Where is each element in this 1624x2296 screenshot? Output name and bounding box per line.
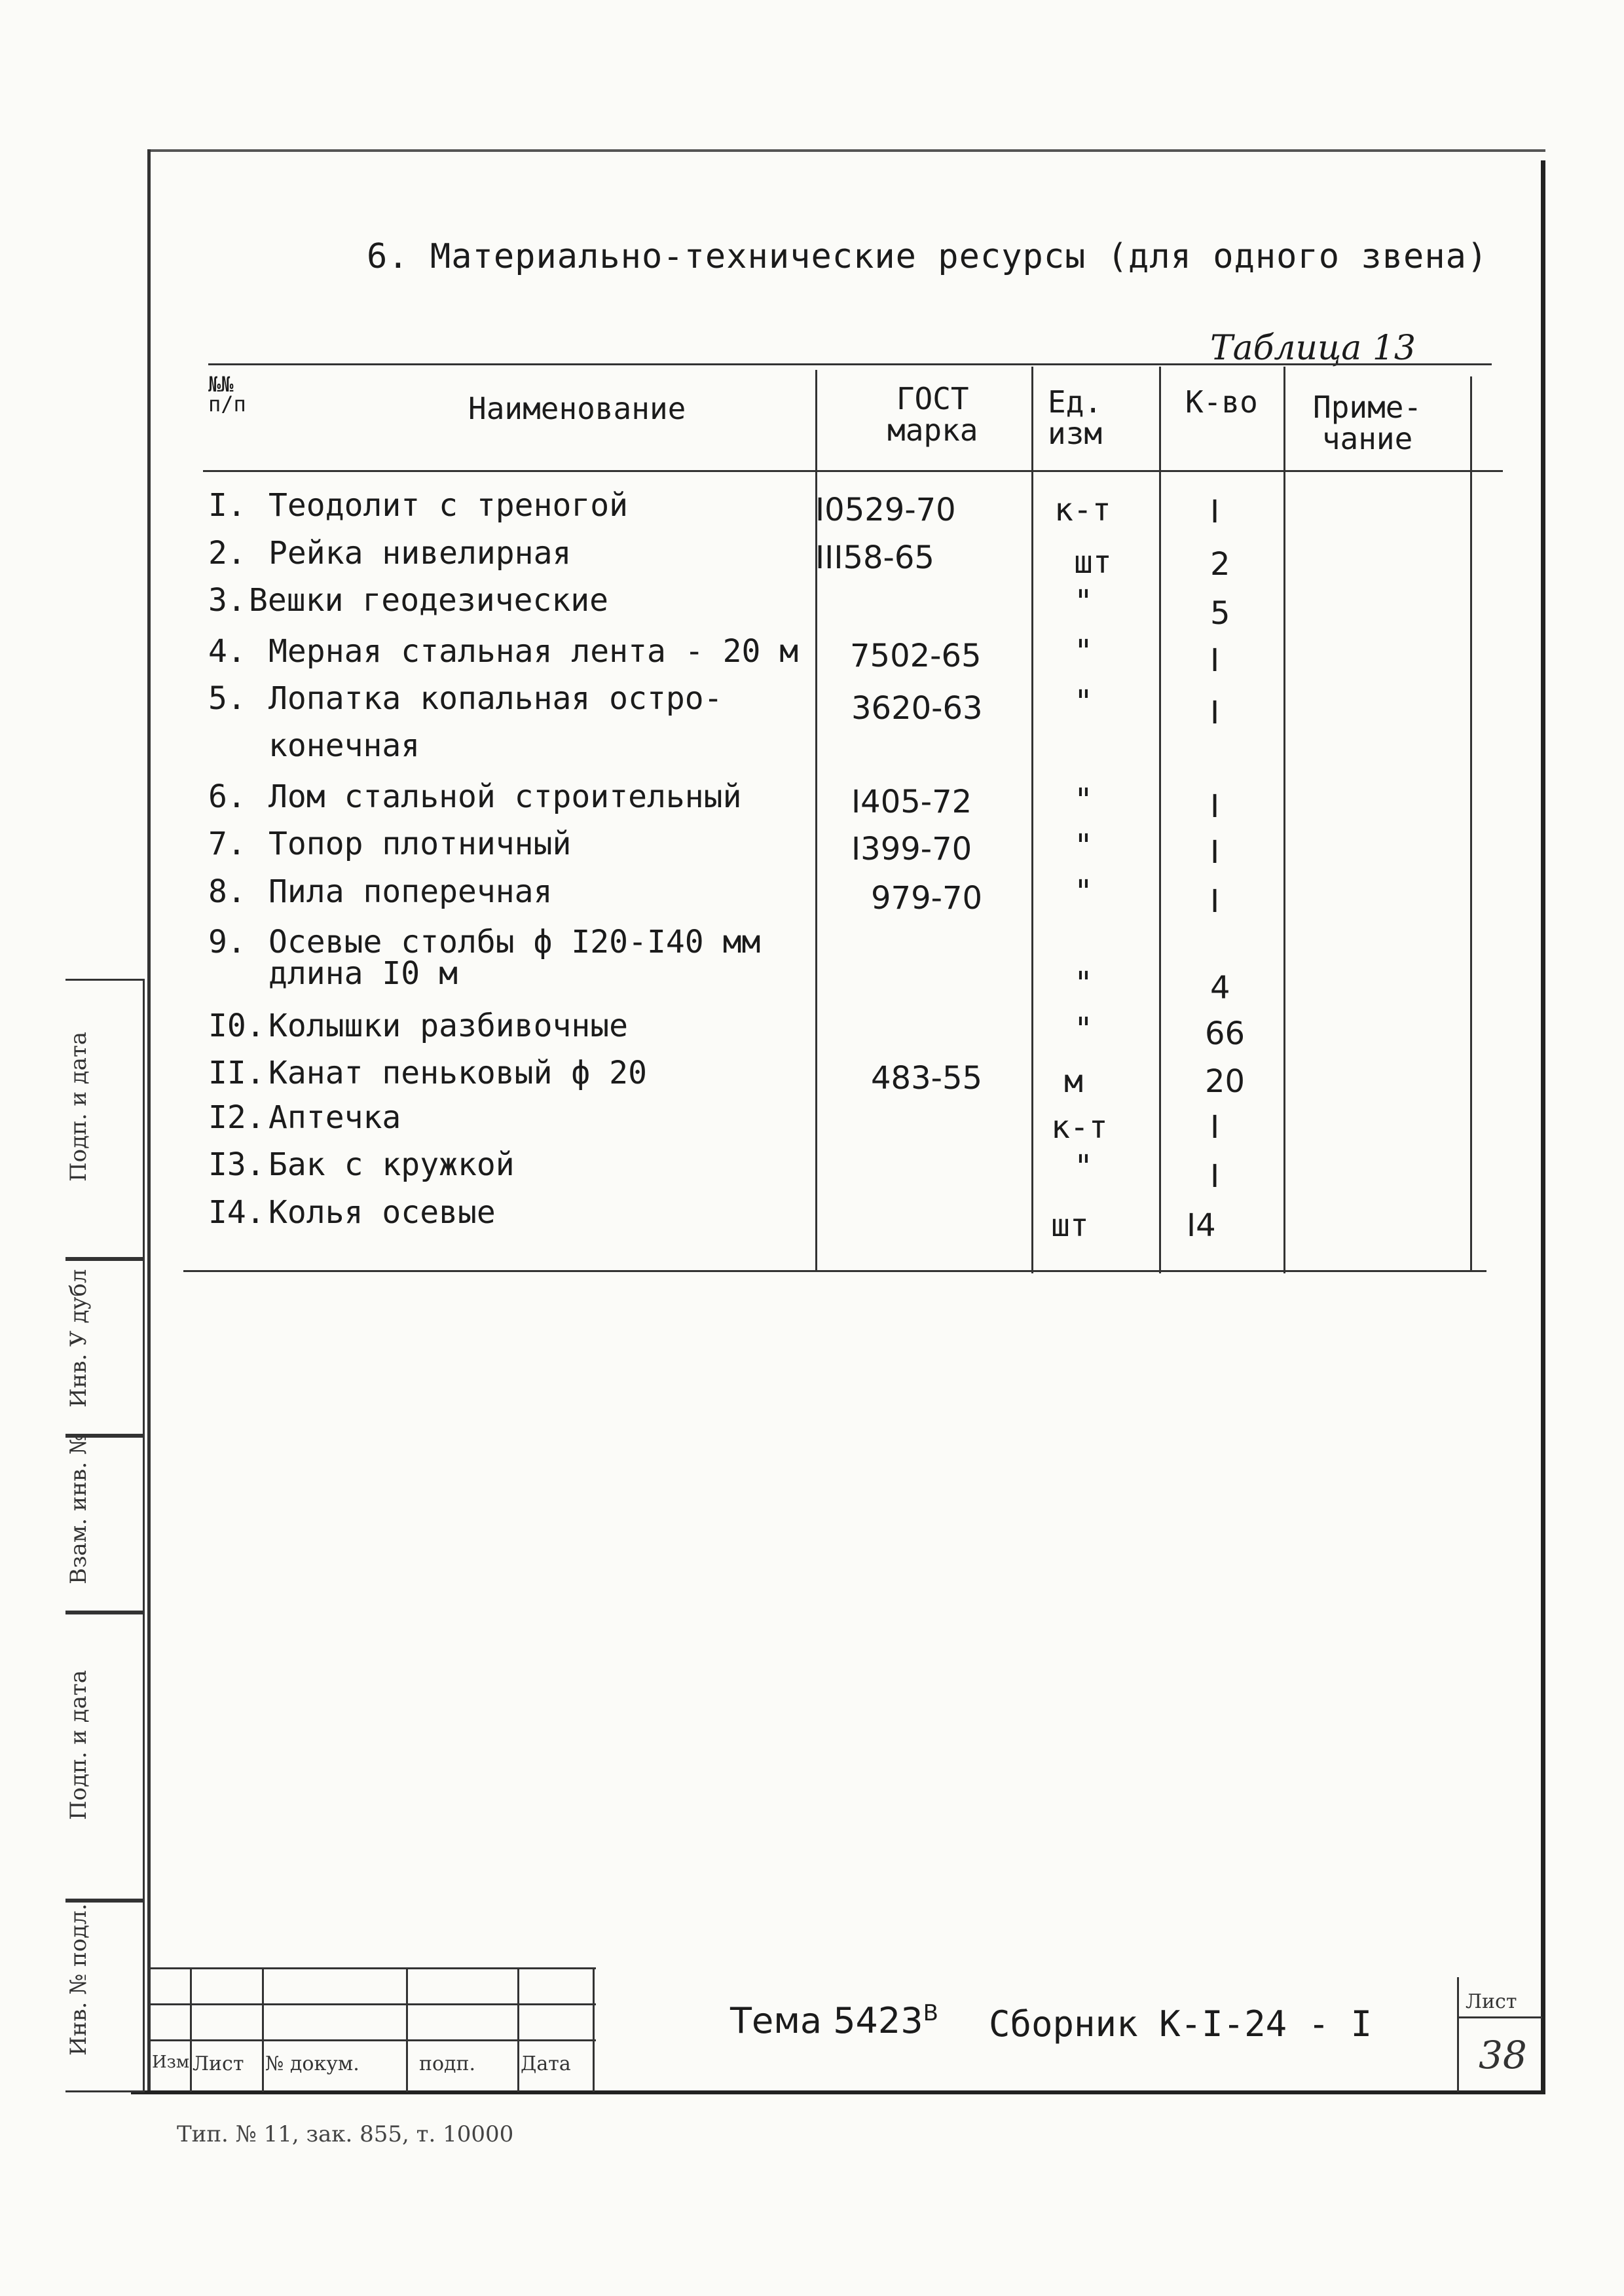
row-3-unit: " (1074, 583, 1093, 620)
title-block-tema (730, 2000, 938, 2041)
header-note: Приме- чание (1313, 390, 1422, 456)
row-1-gost: I0529-70 (815, 492, 956, 528)
row-6-qty: I (1210, 788, 1220, 825)
row-6-gost: I405-72 (851, 784, 972, 820)
row-5-gost: 3620-63 (851, 690, 983, 727)
title-block-divider-4 (517, 1967, 519, 2092)
row-14-name: Колья осевые (268, 1194, 496, 1231)
row-6-num: 6. (208, 778, 246, 815)
row-5-name-cont: конечная (268, 727, 420, 764)
title-block-col-doc: № докум. (265, 2052, 360, 2075)
row-5-num: 5. (208, 680, 246, 717)
title-block-mid-rule-2 (151, 2039, 596, 2041)
row-11-qty: 20 (1205, 1063, 1246, 1100)
table-top-rule (208, 363, 1492, 365)
row-4-name: Мерная стальная лента - 20 м (268, 633, 799, 670)
title-block-top-rule (151, 1967, 596, 1969)
row-10-num: I0. (208, 1008, 265, 1044)
row-9-num: 9. (208, 924, 246, 960)
row-4-num: 4. (208, 633, 246, 670)
title-block-sbornik: Сборник К-I-24 - I (989, 2003, 1373, 2045)
row-5-name: Лопатка копальная остро- (268, 680, 723, 717)
row-12-unit: к-т (1051, 1109, 1108, 1146)
row-13-unit: " (1074, 1148, 1093, 1185)
side-stamp-label-3: Взам. инв. № (65, 1433, 92, 1584)
frame-right-border (1541, 160, 1545, 2092)
row-2-qty: 2 (1210, 546, 1230, 583)
row-1-num: I. (208, 487, 246, 524)
col-divider-note (1283, 367, 1285, 1273)
title-block-tema-suffix: В (923, 2000, 938, 2026)
print-note: Тип. № 11, зак. 855, т. 10000 (177, 2121, 514, 2147)
row-4-unit: " (1074, 633, 1093, 670)
title-block-divider-3 (406, 1967, 408, 2092)
row-4-qty: I (1210, 642, 1220, 679)
row-1-unit: к-т (1054, 492, 1111, 528)
frame-top-border (147, 149, 1545, 152)
row-10-qty: 66 (1205, 1015, 1246, 1052)
row-1-name: Теодолит с треногой (268, 487, 629, 524)
row-7-num: 7. (208, 826, 246, 862)
side-stamp-label-2: Инв. У дубл (65, 1269, 92, 1408)
title-block-sheet-number: 38 (1479, 2033, 1527, 2077)
header-gost: ГОСТ марка (887, 381, 978, 448)
row-3-qty: 5 (1210, 595, 1230, 632)
row-12-num: I2. (208, 1099, 265, 1136)
title-block-sheet-label: Лист (1466, 1990, 1517, 2013)
row-9-qty: 4 (1210, 970, 1230, 1006)
title-block-divider-2 (262, 1967, 264, 2092)
row-1-qty: I (1210, 494, 1220, 530)
title-block-divider-5 (593, 1967, 595, 2092)
row-5-qty: I (1210, 695, 1220, 731)
row-11-gost: 483-55 (871, 1060, 983, 1097)
row-8-gost: 979-70 (871, 880, 983, 917)
row-2-num: 2. (208, 535, 246, 572)
row-8-name: Пила поперечная (268, 873, 553, 910)
row-12-name: Аптечка (268, 1099, 401, 1136)
row-9-name-cont: длина I0 м (268, 955, 458, 992)
row-8-num: 8. (208, 873, 246, 910)
row-8-qty: I (1210, 883, 1220, 920)
row-3-num: 3. (208, 582, 246, 619)
row-11-name: Канат пеньковый ф 20 (268, 1055, 647, 1091)
row-6-name: Лом стальной строительный (268, 778, 742, 815)
table-header-rule (203, 470, 1503, 472)
row-7-qty: I (1210, 834, 1220, 871)
row-5-unit: " (1074, 683, 1093, 720)
table-bottom-rule (183, 1270, 1486, 1272)
row-2-name: Рейка нивелирная (268, 535, 572, 572)
col-divider-qty (1159, 367, 1161, 1273)
row-13-num: I3. (208, 1146, 265, 1183)
row-7-gost: I399-70 (851, 831, 972, 867)
row-2-gost: III58-65 (815, 539, 934, 576)
row-12-qty: I (1210, 1109, 1220, 1146)
row-8-unit: " (1074, 873, 1093, 910)
row-14-num: I4. (208, 1194, 265, 1231)
row-10-unit: " (1074, 1011, 1093, 1048)
frame-left-border (147, 149, 151, 2090)
row-13-qty: I (1210, 1158, 1220, 1195)
header-qty: К-во (1185, 384, 1258, 420)
title-block-col-list: Лист (193, 2052, 244, 2075)
row-11-num: II. (208, 1055, 265, 1091)
header-unit: Ед. изм (1048, 384, 1103, 451)
row-9-unit: " (1074, 965, 1093, 1002)
row-7-unit: " (1074, 828, 1093, 864)
row-14-qty: I4 (1187, 1207, 1216, 1244)
side-stamp-label-1: Подп. и дата (65, 1031, 92, 1182)
side-stamp-label-5: Инв. № подл. (65, 1903, 92, 2056)
row-7-name: Топор плотничный (268, 826, 572, 862)
col-divider-right (1470, 376, 1472, 1270)
title-block-col-date: Дата (521, 2052, 571, 2075)
title-block-col-izm: Изм (152, 2052, 190, 2072)
title-block-col-sign: подп. (419, 2052, 476, 2075)
row-14-unit: шт (1051, 1207, 1089, 1244)
row-13-name: Бак с кружкой (268, 1146, 515, 1183)
title-block-tema-text: Тема 5423 (730, 2000, 923, 2041)
row-10-name: Колышки разбивочные (268, 1008, 629, 1044)
table-label: Таблица 13 (1210, 329, 1416, 368)
section-heading: 6. Материально-технические ресурсы (для одного звена) (367, 237, 1488, 276)
header-num: №№ п/п (208, 372, 246, 416)
row-3-name: Вешки геодезические (249, 582, 609, 619)
header-name: Наименование (468, 391, 686, 426)
title-block-sheet-divider (1457, 1977, 1459, 2092)
frame-bottom-border (131, 2090, 1545, 2094)
title-block-sheet-rule (1457, 2016, 1542, 2018)
row-4-gost: 7502-65 (850, 638, 982, 674)
title-block-divider-1 (190, 1967, 192, 2092)
col-divider-unit (1031, 367, 1033, 1273)
title-block-mid-rule-1 (151, 2003, 596, 2005)
row-9-name: Осевые столбы ф I20-I40 мм (268, 924, 761, 960)
row-2-unit: шт (1074, 544, 1112, 581)
side-stamp-label-4: Подп. и дата (65, 1669, 92, 1820)
row-11-unit: м (1064, 1063, 1083, 1100)
row-6-unit: " (1074, 782, 1093, 818)
